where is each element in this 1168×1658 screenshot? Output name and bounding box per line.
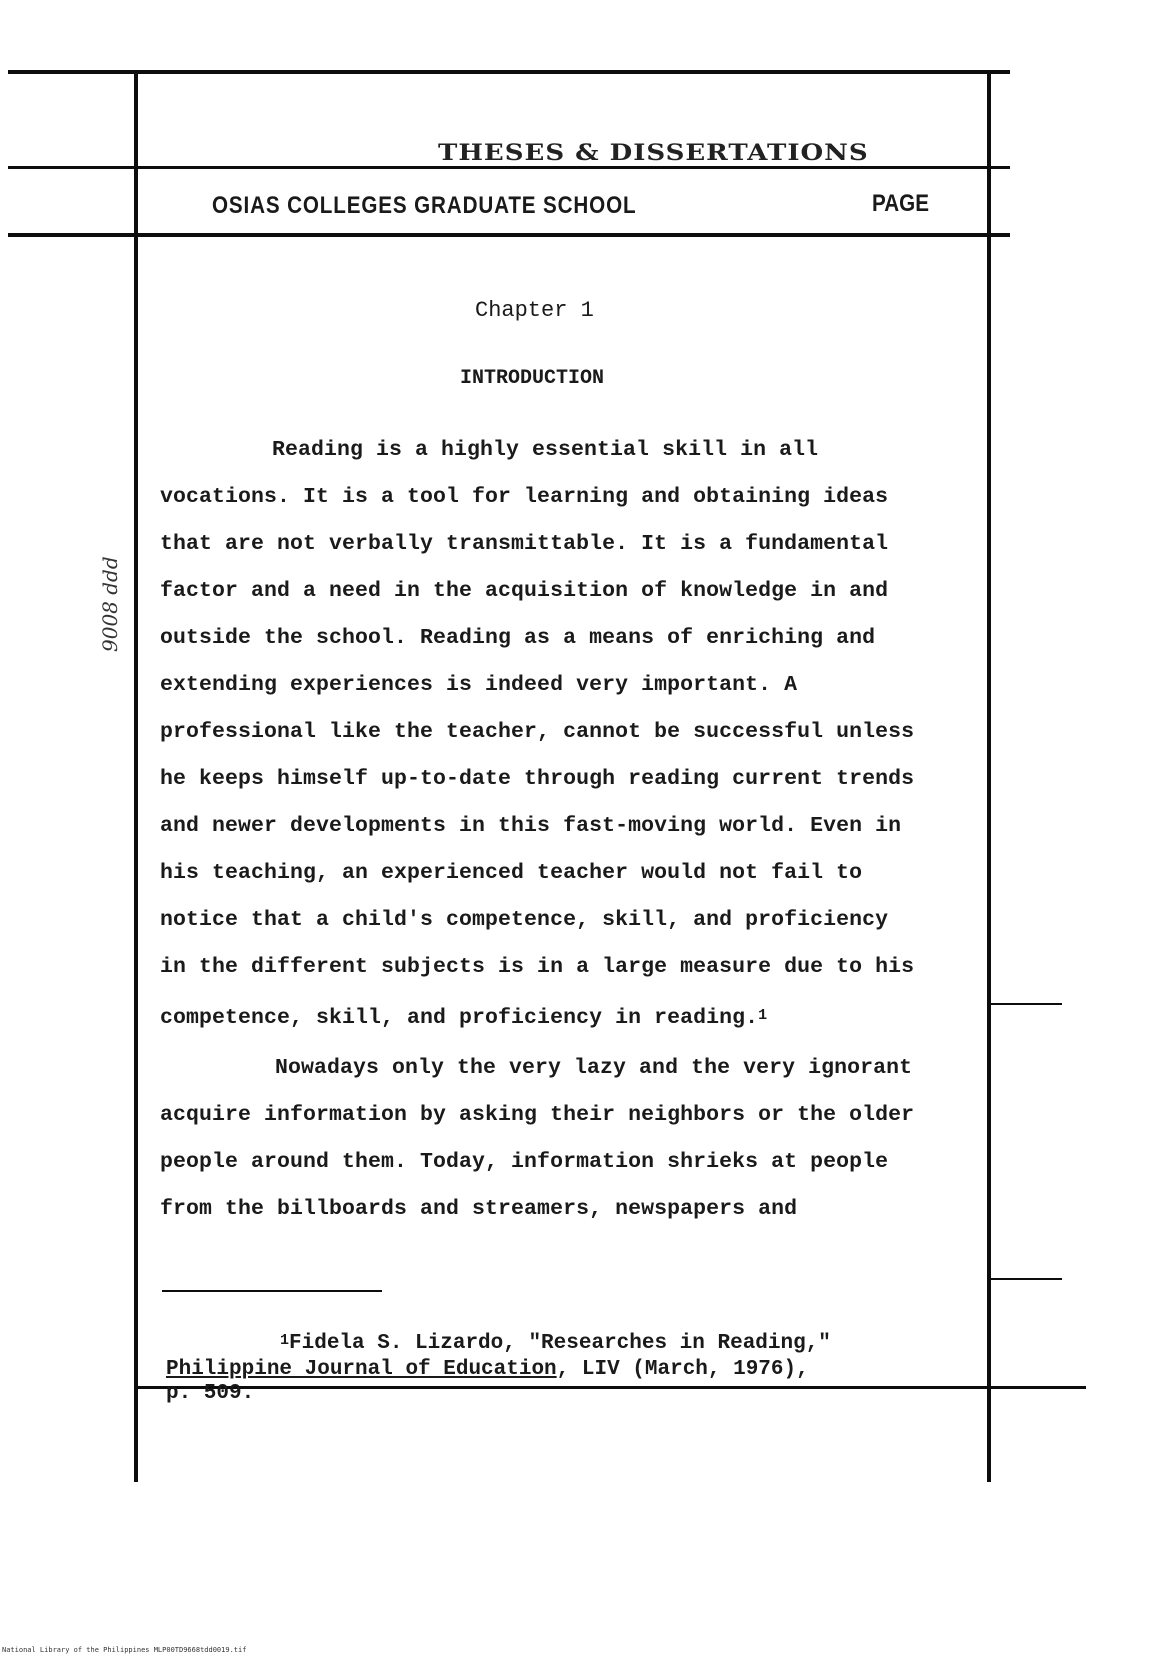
right-tick-2 — [990, 1278, 1062, 1280]
body-line: he keeps himself up-to-date through reading current trends — [160, 767, 915, 791]
body-line: Reading is a highly essential skill in all — [272, 438, 819, 462]
page-label: PAGE — [872, 190, 929, 217]
header-rule-bottom — [8, 233, 1010, 237]
footnote-line-2 — [166, 1358, 809, 1381]
body-line: acquire information by asking their neighbors or the older — [160, 1103, 915, 1127]
top-border — [8, 70, 1010, 74]
footnote-author-title: Fidela S. Lizardo, "Researches in Reading," — [289, 1332, 831, 1355]
body-line-with-footnote — [160, 1006, 767, 1030]
body-line: his teaching, an experienced teacher would not fail to — [160, 861, 863, 885]
school-name: OSIAS COLLEGES GRADUATE SCHOOL — [212, 192, 637, 219]
body-line: outside the school. Reading as a means of enriching and — [160, 626, 876, 650]
footnote-marker: 1 — [758, 1007, 768, 1024]
right-tick-1 — [990, 1003, 1062, 1005]
theses-stamp: THESES & DISSERTATIONS — [438, 140, 869, 166]
archive-credit: National Library of the Philippines MLP00TD9668tdd0019.tif — [2, 1646, 247, 1654]
body-line: Nowadays only the very lazy and the very ignorant — [275, 1056, 913, 1080]
chapter-label: Chapter 1 — [475, 298, 594, 323]
right-border — [987, 72, 991, 1482]
footnote-line-1 — [280, 1332, 831, 1355]
footnote-separator — [162, 1290, 382, 1292]
body-line: from the billboards and streamers, newspapers and — [160, 1197, 798, 1221]
body-line: that are not verbally transmittable. It is a fundamental — [160, 532, 889, 556]
left-border — [134, 72, 138, 1482]
header-rule-top — [8, 166, 1010, 169]
footnote-journal: Philippine Journal of Education — [166, 1358, 557, 1381]
margin-handwriting: 9008 ddd — [98, 556, 122, 652]
body-line: professional like the teacher, cannot be successful unless — [160, 720, 915, 744]
chapter-title: INTRODUCTION — [460, 367, 605, 390]
body-line: people around them. Today, information shrieks at people — [160, 1150, 889, 1174]
body-line: extending experiences is indeed very important. A — [160, 673, 798, 697]
footnote-volume: , LIV (March, 1976), — [556, 1358, 809, 1381]
body-line: in the different subjects is in a large measure due to his — [160, 955, 915, 979]
body-line: factor and a need in the acquisition of knowledge in and — [160, 579, 889, 603]
body-line: vocations. It is a tool for learning and obtaining ideas — [160, 485, 889, 509]
bottom-rule — [136, 1386, 1086, 1389]
body-line-text: competence, skill, and proficiency in reading. — [160, 1006, 759, 1030]
body-line: and newer developments in this fast-moving world. Even in — [160, 814, 902, 838]
footnote-number: 1 — [280, 1332, 290, 1349]
footnote-line-3: p. 509. — [166, 1382, 255, 1405]
body-line: notice that a child's competence, skill, and proficiency — [160, 908, 889, 932]
